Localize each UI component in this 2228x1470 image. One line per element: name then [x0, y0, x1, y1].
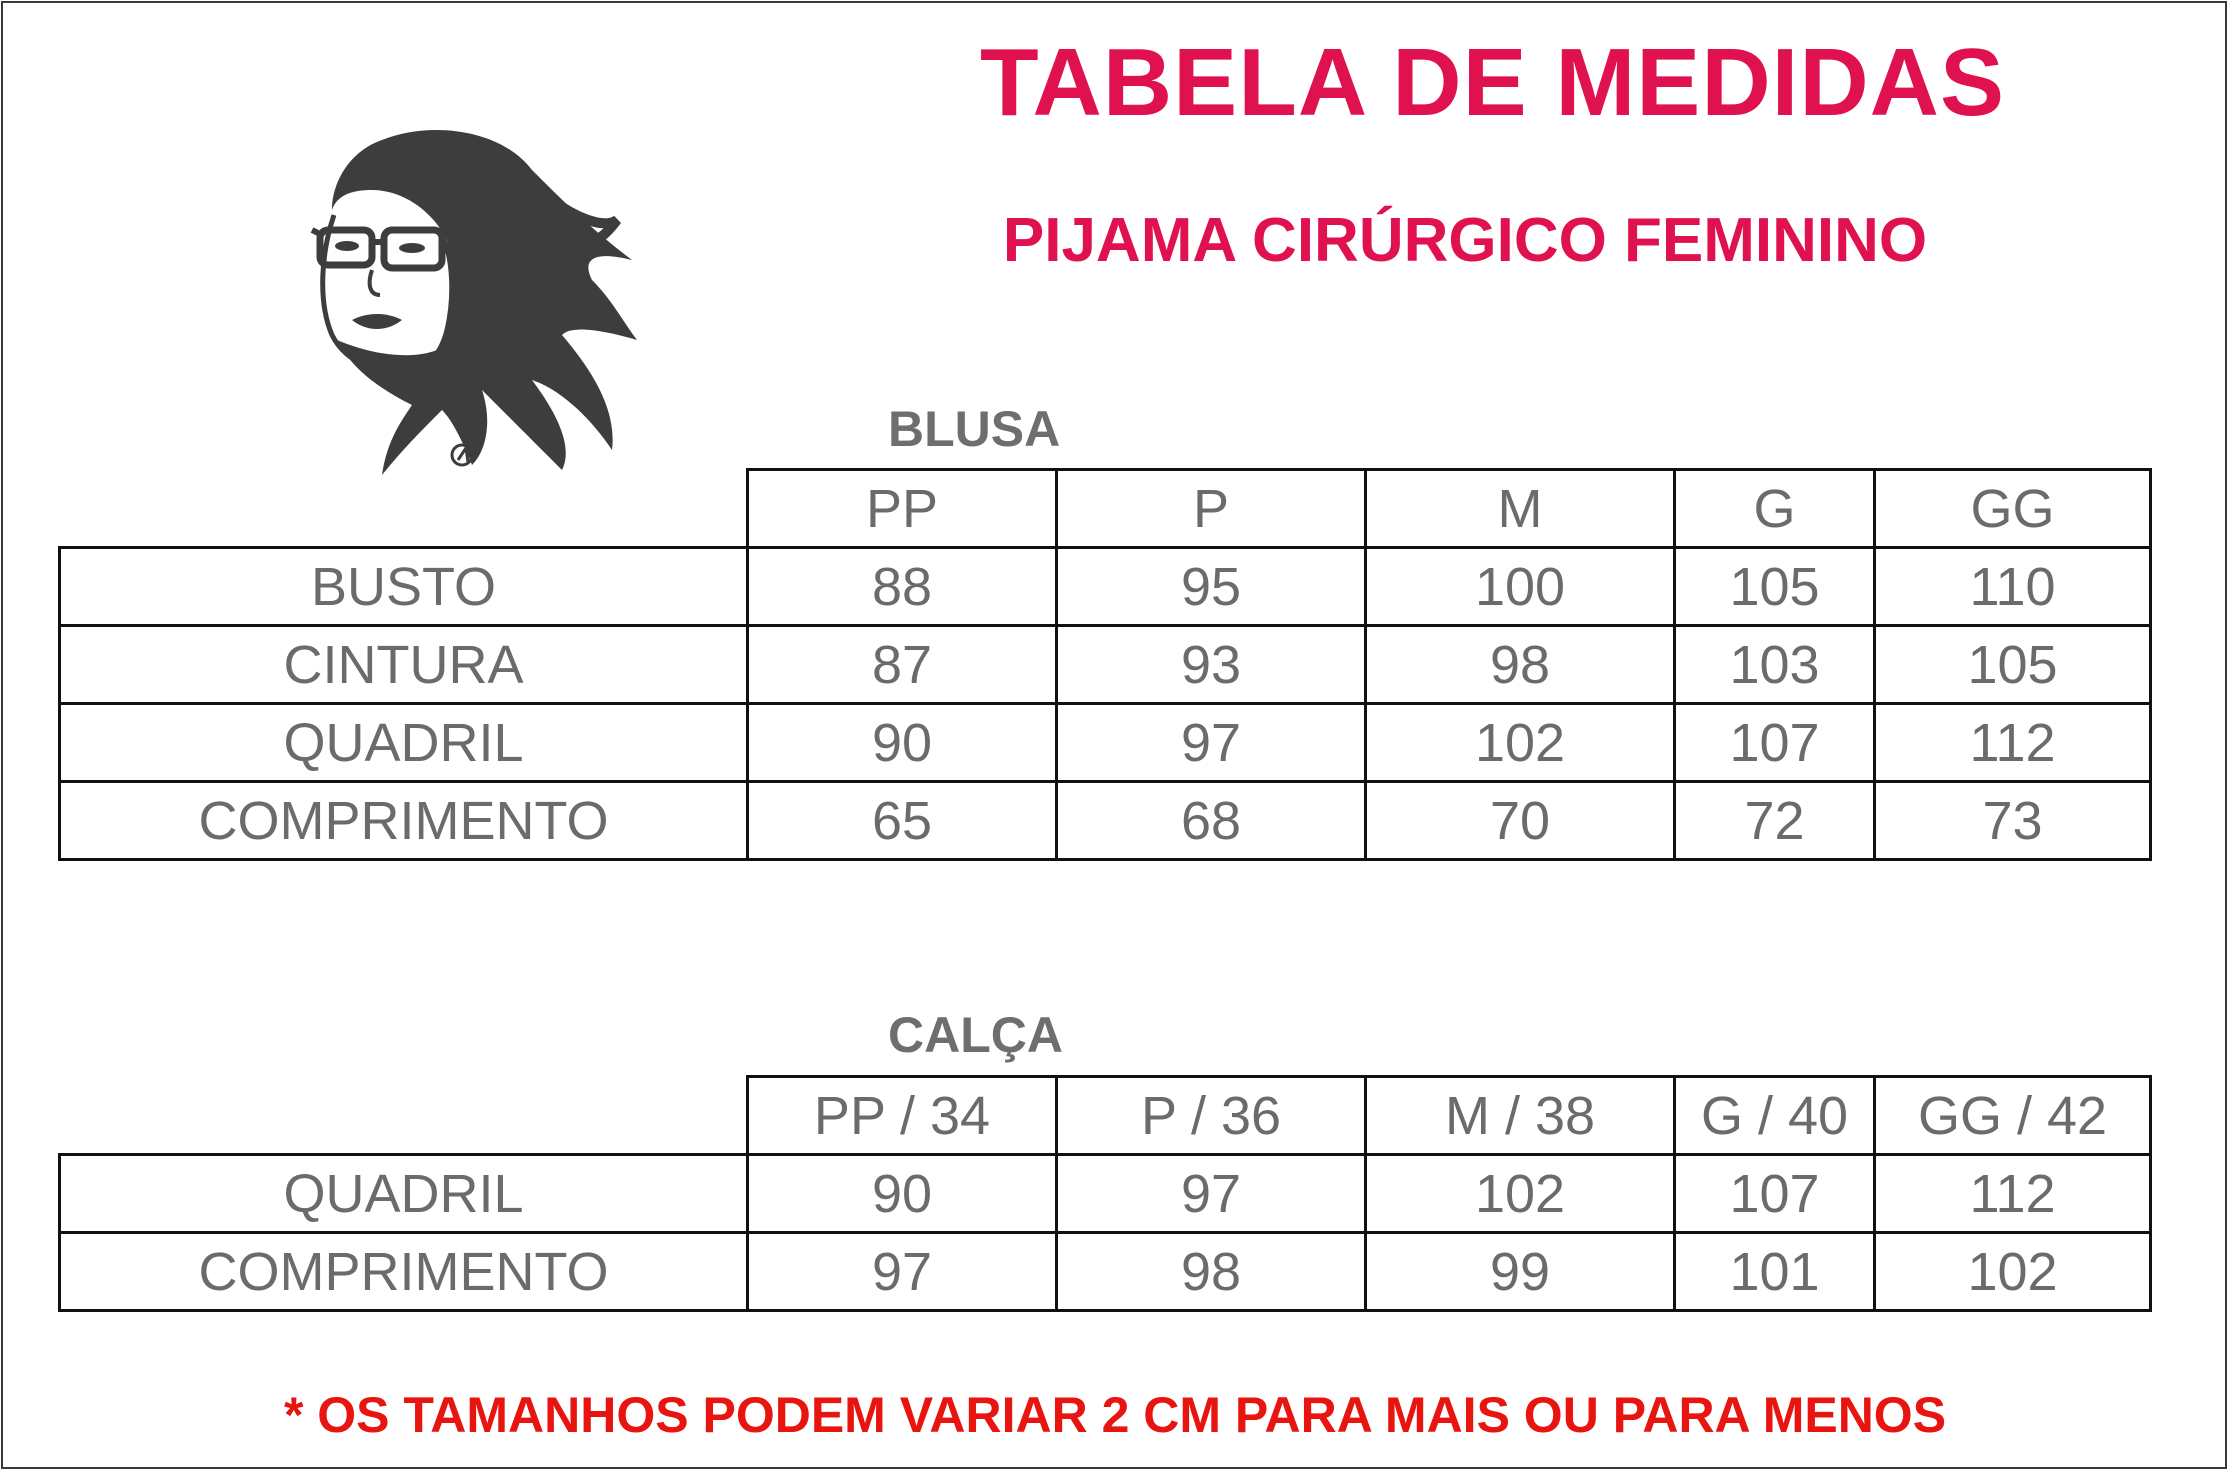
calca-section-label: CALÇA — [888, 1007, 1063, 1063]
size-header: PP — [748, 470, 1057, 548]
table-cell: 112 — [1875, 704, 2151, 782]
table-row — [60, 1233, 2151, 1311]
table-cell: 93 — [1057, 626, 1366, 704]
table-cell: 101 — [1675, 1233, 1875, 1311]
table-cell: 103 — [1675, 626, 1875, 704]
table-cell: 72 — [1675, 782, 1875, 860]
table-cell: 70 — [1366, 782, 1675, 860]
table-row — [60, 626, 2151, 704]
woman-with-glasses-portrait-icon — [262, 120, 642, 490]
row-label: COMPRIMENTO — [60, 1233, 748, 1311]
table-cell: 73 — [1875, 782, 2151, 860]
size-header: M / 38 — [1366, 1077, 1675, 1155]
table-cell: 97 — [1057, 1155, 1366, 1233]
row-label: QUADRIL — [60, 704, 748, 782]
table-cell: 102 — [1366, 1155, 1675, 1233]
size-header: P — [1057, 470, 1366, 548]
calca-size-table — [58, 1075, 2152, 1312]
table-cell: 98 — [1057, 1233, 1366, 1311]
table-cell: 68 — [1057, 782, 1366, 860]
row-label: QUADRIL — [60, 1155, 748, 1233]
size-header: G — [1675, 470, 1875, 548]
size-header: M — [1366, 470, 1675, 548]
table-cell: 65 — [748, 782, 1057, 860]
table-cell: 90 — [748, 1155, 1057, 1233]
table-cell: 105 — [1675, 548, 1875, 626]
table-row — [60, 1155, 2151, 1233]
size-header: G / 40 — [1675, 1077, 1875, 1155]
table-cell: 87 — [748, 626, 1057, 704]
size-header: PP / 34 — [748, 1077, 1057, 1155]
table-cell: 105 — [1875, 626, 2151, 704]
table-cell: 97 — [1057, 704, 1366, 782]
table-row — [60, 548, 2151, 626]
table-cell: 95 — [1057, 548, 1366, 626]
table-header-row — [60, 1077, 2151, 1155]
table-cell: 88 — [748, 548, 1057, 626]
row-label: BUSTO — [60, 548, 748, 626]
page-subtitle: PIJAMA CIRÚRGICO FEMININO — [1002, 206, 1928, 275]
table-cell: 107 — [1675, 1155, 1875, 1233]
table-cell: 97 — [748, 1233, 1057, 1311]
table-cell: 107 — [1675, 704, 1875, 782]
table-cell: 100 — [1366, 548, 1675, 626]
table-row — [60, 704, 2151, 782]
table-cell: 110 — [1875, 548, 2151, 626]
table-header-row — [60, 470, 2151, 548]
table-cell: 102 — [1366, 704, 1675, 782]
size-header: GG / 42 — [1875, 1077, 2151, 1155]
row-label: CINTURA — [60, 626, 748, 704]
size-header: GG — [1875, 470, 2151, 548]
table-cell: 99 — [1366, 1233, 1675, 1311]
table-row — [60, 782, 2151, 860]
table-corner — [60, 470, 748, 548]
table-cell: 102 — [1875, 1233, 2151, 1311]
table-cell: 98 — [1366, 626, 1675, 704]
size-variation-note: * OS TAMANHOS PODEM VARIAR 2 CM PARA MAIS OU PARA MENOS — [283, 1387, 1947, 1443]
size-header: P / 36 — [1057, 1077, 1366, 1155]
blusa-size-table — [58, 468, 2152, 861]
row-label: COMPRIMENTO — [60, 782, 748, 860]
table-corner — [60, 1077, 748, 1155]
table-cell: 112 — [1875, 1155, 2151, 1233]
table-cell: 90 — [748, 704, 1057, 782]
blusa-section-label: BLUSA — [888, 401, 1061, 457]
page-title: TABELA DE MEDIDAS — [980, 29, 2005, 136]
